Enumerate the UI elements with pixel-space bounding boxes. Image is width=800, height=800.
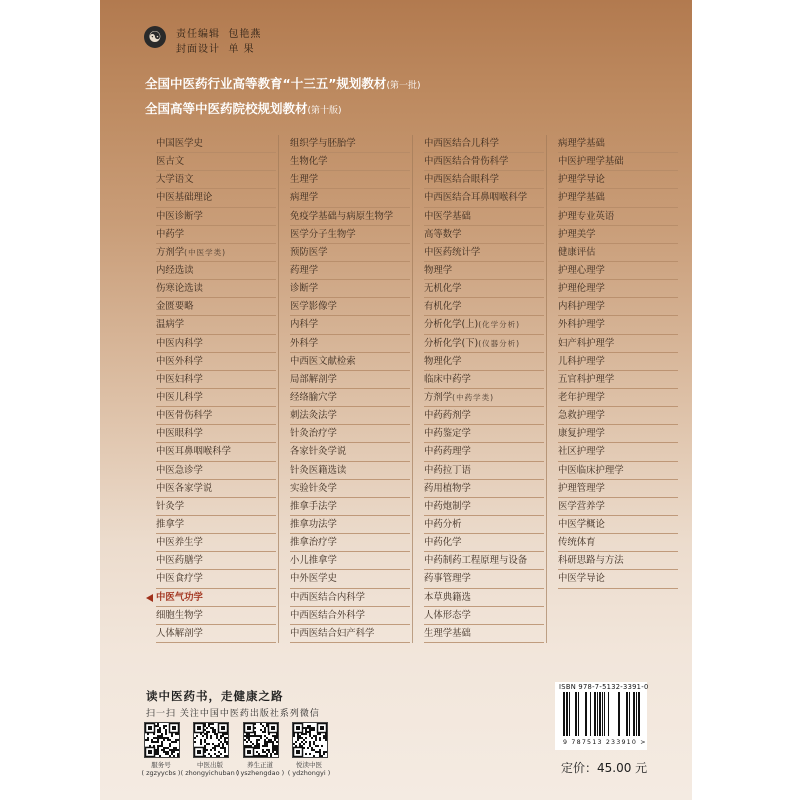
book-item [290, 208, 410, 226]
book-item [558, 389, 678, 407]
qr-account-id: ( zgzyycbs ) [141, 769, 181, 777]
book-title: 中医养生学 [156, 537, 203, 549]
book-item [424, 244, 544, 262]
book-title: 康复护理学 [558, 428, 605, 440]
book-title: 生物化学 [290, 156, 328, 168]
book-item [156, 135, 276, 153]
book-note: (化学分析) [478, 320, 521, 330]
book-title: 护理美学 [558, 228, 596, 240]
book-title: 中医药统计学 [424, 246, 481, 258]
book-item [156, 298, 276, 316]
book-item [424, 353, 544, 371]
book-item [290, 171, 410, 189]
book-item [290, 480, 410, 498]
book-list-column-2 [290, 135, 410, 643]
book-back-cover [100, 0, 692, 800]
book-title: 中西医结合骨伤科学 [424, 156, 509, 168]
book-item [424, 316, 544, 334]
editor-name: 包艳燕 [228, 29, 262, 40]
book-title: 实验针灸学 [290, 482, 337, 494]
book-item [156, 462, 276, 480]
book-title: 中医儿科学 [156, 391, 203, 403]
book-item [290, 570, 410, 588]
book-title: 中医耳鼻咽喉科学 [156, 446, 232, 458]
book-item [290, 262, 410, 280]
book-item [156, 516, 276, 534]
book-title: 人体解剖学 [156, 627, 203, 639]
book-list-column-1 [156, 135, 276, 643]
book-title: 无机化学 [424, 283, 462, 295]
book-item [424, 280, 544, 298]
book-title: 中西医结合内科学 [290, 591, 366, 603]
book-item [156, 534, 276, 552]
publisher-slogan: 读中医药书，走健康之路 [146, 689, 284, 703]
book-title: 护理学基础 [558, 192, 605, 204]
book-item [558, 208, 678, 226]
book-title: 医学营养学 [558, 500, 605, 512]
book-title: 中国医学史 [156, 138, 203, 149]
book-item [558, 534, 678, 552]
book-item [424, 389, 544, 407]
book-item [558, 371, 678, 389]
book-title: 内科护理学 [558, 301, 605, 313]
publisher-logo-icon: ☯ [144, 26, 166, 48]
book-title: 中医药膳学 [156, 555, 203, 567]
qr-code-icon[interactable] [144, 722, 180, 758]
book-title: 中药炮制学 [424, 500, 471, 512]
book-item [424, 552, 544, 570]
book-title: 外科护理学 [558, 319, 605, 331]
book-title: 中药学 [156, 228, 185, 240]
book-item [558, 462, 678, 480]
book-item [558, 443, 678, 461]
book-item [558, 171, 678, 189]
book-title: 有机化学 [424, 301, 462, 313]
book-item [558, 425, 678, 443]
barcode-digits: 9 787513 233910 > [563, 739, 647, 746]
book-title: 推拿学 [156, 518, 185, 530]
book-item [290, 316, 410, 334]
book-note: (中药学类) [452, 392, 494, 402]
book-item [156, 607, 276, 625]
book-item [290, 298, 410, 316]
book-item [290, 371, 410, 389]
book-item [156, 425, 276, 443]
qr-code-icon[interactable] [193, 722, 229, 758]
book-item [290, 226, 410, 244]
book-title: 病理学基础 [558, 138, 605, 149]
designer-credit [176, 40, 255, 55]
column-divider [412, 135, 413, 643]
book-item [290, 443, 410, 461]
book-title: 医学分子生物学 [290, 228, 356, 240]
book-title: 物理化学 [424, 355, 462, 367]
book-item [156, 335, 276, 353]
book-title: 医学影像学 [290, 301, 337, 313]
book-title: 免疫学基础与病原生物学 [290, 210, 394, 222]
book-item [156, 407, 276, 425]
book-title: 中药化学 [424, 537, 462, 549]
book-item [156, 171, 276, 189]
book-title: 中医临床护理学 [558, 464, 624, 476]
book-item [156, 353, 276, 371]
book-title: 妇产科护理学 [558, 337, 615, 349]
book-title: 护理管理学 [558, 482, 605, 494]
qr-code-icon[interactable] [243, 722, 279, 758]
book-title: 护理伦理学 [558, 283, 605, 295]
book-title: 诊断学 [290, 283, 319, 295]
book-item [290, 552, 410, 570]
designer-label: 封面设计 [176, 44, 220, 55]
book-item [156, 552, 276, 570]
book-item [424, 498, 544, 516]
book-item [558, 498, 678, 516]
series-title-1-note: (第一批) [386, 81, 421, 91]
book-item [290, 516, 410, 534]
book-item [156, 498, 276, 516]
book-item [558, 262, 678, 280]
book-title: 临床中药学 [424, 373, 471, 385]
book-title: 大学语文 [156, 174, 194, 186]
book-item [424, 189, 544, 207]
book-item [558, 135, 678, 153]
book-title: 中医诊断学 [156, 210, 203, 222]
book-item [424, 425, 544, 443]
book-title: 温病学 [156, 319, 185, 331]
book-title: 物理学 [424, 264, 453, 276]
book-title: 中药药剂学 [424, 410, 471, 422]
book-item [156, 443, 276, 461]
book-item [156, 625, 276, 643]
book-title: 针灸治疗学 [290, 428, 337, 440]
book-item [290, 407, 410, 425]
book-item [156, 316, 276, 334]
book-item [156, 208, 276, 226]
book-title: 病理学 [290, 192, 319, 204]
qr-account-id: ( yszhengdao ) [235, 769, 285, 777]
book-title: 内经选读 [156, 264, 194, 276]
book-title: 护理专业英语 [558, 210, 615, 222]
book-title: 中西医结合妇产科学 [290, 627, 375, 639]
book-item [424, 298, 544, 316]
book-title: 中药药理学 [424, 446, 471, 458]
book-title: 各家针灸学说 [290, 446, 347, 458]
book-title: 中药鉴定学 [424, 428, 471, 440]
book-item [290, 534, 410, 552]
book-item [290, 589, 410, 607]
book-title: 中医学概论 [558, 518, 605, 530]
book-item [290, 462, 410, 480]
book-title: 中医急诊学 [156, 464, 203, 476]
book-title: 五官科护理学 [558, 373, 615, 385]
book-title: 外科学 [290, 337, 319, 349]
book-title: 方剂学 [156, 246, 185, 258]
book-title: 儿科护理学 [558, 355, 605, 367]
book-title: 中医学导论 [558, 573, 605, 585]
book-item [558, 480, 678, 498]
editor-credit [176, 25, 261, 40]
book-item [558, 298, 678, 316]
book-item [424, 371, 544, 389]
book-item [156, 262, 276, 280]
book-title: 中西医结合儿科学 [424, 138, 500, 149]
column-divider [278, 135, 279, 643]
book-title: 高等数学 [424, 228, 462, 240]
book-title: 护理心理学 [558, 264, 605, 276]
book-title: 中医基础理论 [156, 192, 213, 204]
designer-name: 单 果 [228, 44, 255, 55]
book-item [558, 335, 678, 353]
book-title: 细胞生物学 [156, 609, 203, 621]
book-item [424, 589, 544, 607]
book-list-column-4 [558, 135, 678, 589]
book-list-column-3 [424, 135, 544, 643]
book-title: 刺法灸法学 [290, 410, 337, 422]
book-item [424, 462, 544, 480]
book-title: 针灸医籍选读 [290, 464, 347, 476]
book-title: 药理学 [290, 264, 319, 276]
book-item [558, 552, 678, 570]
book-title: 中医各家学说 [156, 482, 213, 494]
book-title: 护理学导论 [558, 174, 605, 186]
book-item [558, 407, 678, 425]
triangle-marker-icon [146, 594, 153, 602]
book-item [558, 189, 678, 207]
book-item [290, 625, 410, 643]
book-title: 中西医结合眼科学 [424, 174, 500, 186]
book-item [558, 516, 678, 534]
book-item [424, 171, 544, 189]
book-item [424, 335, 544, 353]
book-item [290, 153, 410, 171]
book-title: 中西医结合耳鼻咽喉科学 [424, 192, 528, 204]
book-item [290, 425, 410, 443]
book-title: 中药制药工程原理与设备 [424, 555, 528, 567]
book-item [424, 625, 544, 643]
book-title: 分析化学(下) [424, 337, 479, 349]
series-title-2-note: (第十版) [307, 106, 342, 116]
book-item [424, 153, 544, 171]
book-title: 中外医学史 [290, 573, 337, 585]
book-title: 中西医结合外科学 [290, 609, 366, 621]
book-item [558, 570, 678, 588]
book-item [156, 371, 276, 389]
book-item [156, 244, 276, 262]
book-title: 中医护理学基础 [558, 156, 624, 168]
book-title: 药事管理学 [424, 573, 471, 585]
book-item [558, 280, 678, 298]
book-item-highlighted [156, 589, 276, 607]
series-title-2 [145, 99, 342, 117]
book-title: 中医妇科学 [156, 373, 203, 385]
book-item [424, 262, 544, 280]
book-title: 小儿推拿学 [290, 555, 337, 567]
book-note: (仪器分析) [478, 338, 521, 348]
book-item [290, 189, 410, 207]
book-item [290, 335, 410, 353]
book-item [424, 516, 544, 534]
book-title: 药用植物学 [424, 482, 471, 494]
book-item [156, 153, 276, 171]
column-divider [546, 135, 547, 643]
book-title: 方剂学 [424, 391, 453, 403]
book-title: 中医气功学 [156, 591, 203, 603]
book-title: 中医食疗学 [156, 573, 203, 585]
book-item [156, 280, 276, 298]
book-title: 中药分析 [424, 518, 462, 530]
book-item [558, 244, 678, 262]
qr-label: 养生正道 [247, 761, 273, 769]
scan-instruction: 扫一扫 关注中国中医药出版社系列微信 [146, 709, 320, 719]
book-title: 金匮要略 [156, 301, 194, 313]
book-title: 社区护理学 [558, 446, 605, 458]
book-title: 针灸学 [156, 500, 185, 512]
book-title: 中医内科学 [156, 337, 203, 349]
book-title: 推拿手法学 [290, 500, 337, 512]
book-title: 科研思路与方法 [558, 555, 624, 567]
book-title: 局部解剖学 [290, 373, 337, 385]
book-title: 中医学基础 [424, 210, 471, 222]
book-title: 推拿治疗学 [290, 537, 337, 549]
qr-code-icon[interactable] [292, 722, 328, 758]
book-item [424, 570, 544, 588]
book-item [290, 280, 410, 298]
book-item [424, 226, 544, 244]
book-item [156, 389, 276, 407]
book-title: 医古文 [156, 156, 185, 168]
book-item [558, 153, 678, 171]
book-item [290, 498, 410, 516]
book-item [290, 607, 410, 625]
book-item [290, 389, 410, 407]
book-item [558, 353, 678, 371]
book-title: 内科学 [290, 319, 319, 331]
series-title-2-main: 全国高等中医药院校规划教材 [145, 101, 308, 116]
book-item [424, 534, 544, 552]
book-title: 中医眼科学 [156, 428, 203, 440]
book-item [424, 407, 544, 425]
book-item [290, 244, 410, 262]
qr-label: 中医出版 [197, 761, 223, 769]
book-item [156, 226, 276, 244]
book-item [424, 443, 544, 461]
isbn-number: ISBN 978-7-5132-3391-0 [559, 683, 649, 691]
book-title: 生理学基础 [424, 627, 471, 639]
book-title: 中药拉丁语 [424, 464, 471, 476]
book-title: 经络腧穴学 [290, 391, 337, 403]
book-item [424, 208, 544, 226]
book-title: 伤寒论选读 [156, 283, 203, 295]
qr-account-id: ( ydzhongyi ) [287, 769, 331, 777]
book-title: 健康评估 [558, 246, 596, 258]
book-item [424, 480, 544, 498]
editor-label: 责任编辑 [176, 29, 220, 40]
qr-label: 服务号 [151, 761, 171, 769]
qr-account-id: ( zhongyichuban ) [180, 769, 240, 777]
price-label: 定价：45.00 元 [561, 761, 648, 775]
book-title: 分析化学(上) [424, 319, 479, 331]
series-title-1-main: 全国中医药行业高等教育“十三五”规划教材 [145, 76, 387, 91]
book-title: 组织学与胚胎学 [290, 138, 356, 149]
book-title: 老年护理学 [558, 391, 605, 403]
book-item [558, 316, 678, 334]
book-title: 中医骨伤科学 [156, 410, 213, 422]
book-title: 生理学 [290, 174, 319, 186]
barcode-icon [561, 692, 647, 738]
book-title: 传统体育 [558, 537, 596, 549]
book-title: 本草典籍选 [424, 591, 471, 603]
book-item [558, 226, 678, 244]
book-title: 急救护理学 [558, 410, 605, 422]
book-note: (中医学类) [184, 247, 226, 257]
book-item [424, 135, 544, 153]
book-item [156, 480, 276, 498]
book-item [156, 189, 276, 207]
book-item [424, 607, 544, 625]
qr-label: 悦读中医 [296, 761, 322, 769]
series-title-1 [145, 74, 420, 92]
book-item [290, 135, 410, 153]
book-title: 人体形态学 [424, 609, 471, 621]
book-item [290, 353, 410, 371]
book-title: 预防医学 [290, 246, 328, 258]
book-title: 中西医文献检索 [290, 355, 356, 367]
book-title: 中医外科学 [156, 355, 203, 367]
book-item [156, 570, 276, 588]
book-title: 推拿功法学 [290, 518, 337, 530]
